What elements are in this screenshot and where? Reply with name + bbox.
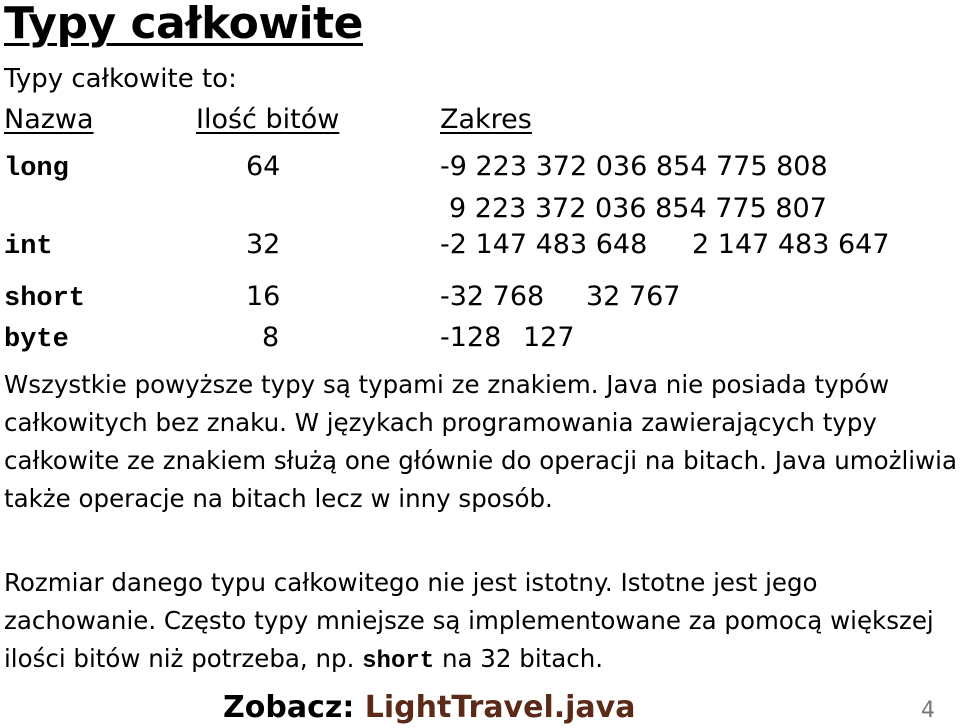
range-max-short: 32 767 xyxy=(586,281,681,312)
light-travel-link[interactable]: LightTravel.java xyxy=(364,690,636,725)
range-min-byte: -128 xyxy=(440,322,502,353)
type-name-short: short xyxy=(4,284,86,314)
range-min-long: -9 223 372 036 854 775 808 xyxy=(440,151,828,182)
signed-types-paragraph: Wszystkie powyższe typy są typami ze znakiem. Java nie posiada typów całkowitych bez znaku. W językach programowania zawierających typy całkowite ze znakiem służą one głównie do operacji na bitach. Java umożliwia także operacje na bitach lecz w inny sposób. xyxy=(4,370,957,513)
type-name-int: int xyxy=(4,232,53,262)
bits-long: 64 xyxy=(246,151,281,182)
type-name-byte: byte xyxy=(4,325,69,355)
bits-short: 16 xyxy=(246,281,281,312)
header-name: Nazwa xyxy=(4,104,94,135)
slide-title: Typy całkowite xyxy=(4,0,363,49)
size-behavior-paragraph xyxy=(4,564,959,681)
header-bits: Ilość bitów xyxy=(196,104,340,135)
range-max-byte: 127 xyxy=(523,322,575,353)
bits-int: 32 xyxy=(246,229,281,260)
footer-see-also xyxy=(223,688,635,728)
type-name-long: long xyxy=(4,154,69,184)
header-range: Zakres xyxy=(440,104,532,135)
inline-code-short: short xyxy=(362,648,435,675)
range-max-int: 2 147 483 647 xyxy=(692,229,890,260)
paragraph2-text-before: Rozmiar danego typu całkowitego nie jest istotny. Istotne jest jego zachowanie. Często typy mniejsze są implementowane za pomocą większej ilości bitów niż potrzeba, np. xyxy=(4,568,934,673)
intro-text: Typy całkowite to: xyxy=(4,64,237,94)
page-number: 4 xyxy=(921,698,935,723)
paragraph2-text-after: na 32 bitach. xyxy=(441,644,604,673)
range-min-short: -32 768 xyxy=(440,281,545,312)
bits-byte: 8 xyxy=(262,322,280,353)
range-min-int: -2 147 483 648 xyxy=(440,229,648,260)
range-max-long: 9 223 372 036 854 775 807 xyxy=(449,193,827,224)
see-also-label: Zobacz: xyxy=(223,690,355,725)
